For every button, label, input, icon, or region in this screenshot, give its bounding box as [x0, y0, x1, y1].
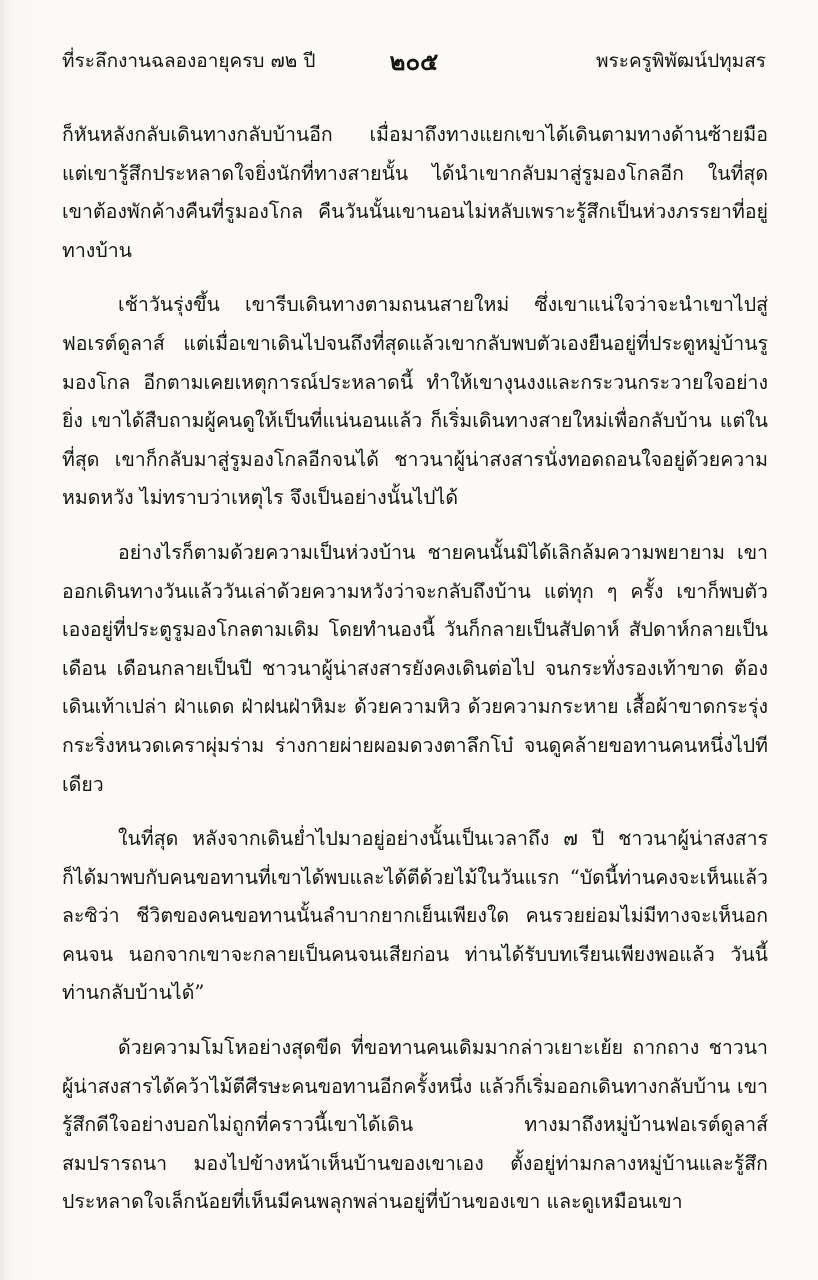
running-title-left: ที่ระลึกงานฉลองอายุครบ ๗๒ ปี [62, 50, 316, 72]
paragraph: ด้วยความโมโหอย่างสุดขีด ที่ขอทานคนเดิมมากล่าวเยาะเย้ย ถากถาง ชาวนาผู้น่าสงสารได้คว้าไม้ตีศีรษะคนขอทานอีกครั้งหนึ่ง แล้วก็เริ่มออกเดินทางกลับบ้าน เขารู้สึกดีใจอย่างบอกไม่ถูกที่คราวนี้เขาได้เดิน ทางมาถึงหมู่บ้านฟอเรต์ดูลาส์สมปรารถนา มองไปข้างหน้าเห็นบ้านของเขาเอง ตั้งอยู่ท่ามกลางหมู่บ้านและรู้สึกประหลาดใจเล็กน้อยที่เห็นมีคนพลุกพล่านอยู่ที่บ้านของเขา และดูเหมือนเขา [62, 1036, 768, 1214]
paragraph: ก็หันหลังกลับเดินทางกลับบ้านอีก เมื่อมาถึงทางแยกเขาได้เดินตามทางด้านซ้ายมือ แต่เขารู้สึกประหลาดใจยิ่งนักที่ทางสายนั้น ได้นำเขากลับมาสู่รูมองโกลอีก ในที่สุด เขาต้องพักค้างคืนที่รูมองโกล คืนวันนั้นเขานอนไม่หลับเพราะรู้สึกเป็นห่วงภรรยาที่อยู่ทางบ้าน [62, 123, 768, 262]
body-text [62, 116, 768, 1238]
paragraph: เช้าวันรุ่งขึ้น เขารีบเดินทางตามถนนสายใหม่ ซึ่งเขาแน่ใจว่าจะนำเขาไปสู่ฟอเรต์ดูลาส์ แต่เมื่อเขาเดินไปจนถึงที่สุดแล้วเขากลับพบตัวเองยืนอยู่ที่ประตูหมู่บ้านรูมองโกล อีกตามเคยเหตุการณ์ประหลาดนี้ ทำให้เขางุนงงและกระวนกระวายใจอย่างยิ่ง เขาได้สืบถามผู้คนดูให้เป็นที่แน่นอนแล้ว ก็เริ่มเดินทางสายใหม่เพื่อกลับบ้าน แต่ในที่สุด เขาก็กลับมาสู่รูมองโกลอีกจนได้ ชาวนาผู้น่าสงสารนั่งทอดถอนใจอยู่ด้วยความหมดหวัง ไม่ทราบว่าเหตุไร จึงเป็นอย่างนั้นไปได้ [62, 293, 768, 510]
paragraph: อย่างไรก็ตามด้วยความเป็นห่วงบ้าน ชายคนนั้นมิได้เลิกล้มความพยายาม เขาออกเดินทางวันแล้ววันเล่าด้วยความหวังว่าจะกลับถึงบ้าน แต่ทุก ๆ ครั้ง เขาก็พบตัวเองอยู่ที่ประตูรูมองโกลตามเดิม โดยทำนองนี้ วันก็กลายเป็นสัปดาห์ สัปดาห์กลายเป็นเดือน เดือนกลายเป็นปี ชาวนาผู้น่าสงสารยังคงเดินต่อไป จนกระทั่งรองเท้าขาด ต้องเดินเท้าเปล่า ฝ่าแดด ฝ่าฝนฝ่าหิมะ ด้วยความหิว ด้วยความกระหาย เสื้อผ้าขาดกระรุ่งกระริ่งหนวดเคราผุ่มร่าม ร่างกายผ่ายผอมดวงตาลึกโบ๋ จนดูคล้ายขอทานคนหนึ่งไปทีเดียว [62, 540, 768, 796]
page-header [62, 42, 766, 82]
page-number: ๒๐๕ [389, 47, 439, 76]
running-title-right: พระครูพิพัฒน์ปทุมสร [596, 50, 766, 72]
paragraph: ในที่สุด หลังจากเดินย่ำไปมาอยู่อย่างนั้นเป็นเวลาถึง ๗ ปี ชาวนาผู้น่าสงสารก็ได้มาพบกับคนขอทานที่เขาได้พบและได้ตีด้วยไม้ในวันแรก “บัดนี้ท่านคงจะเห็นแล้วละซิว่า ชีวิตของคนขอทานนั้นลำบากยากเย็นเพียงใด คนรวยย่อมไม่มีทางจะเห็นอกคนจน นอกจากเขาจะกลายเป็นคนจนเสียก่อน ท่านได้รับบทเรียนเพียงพอแล้ว วันนี้ท่านกลับบ้านได้” [62, 827, 768, 1005]
